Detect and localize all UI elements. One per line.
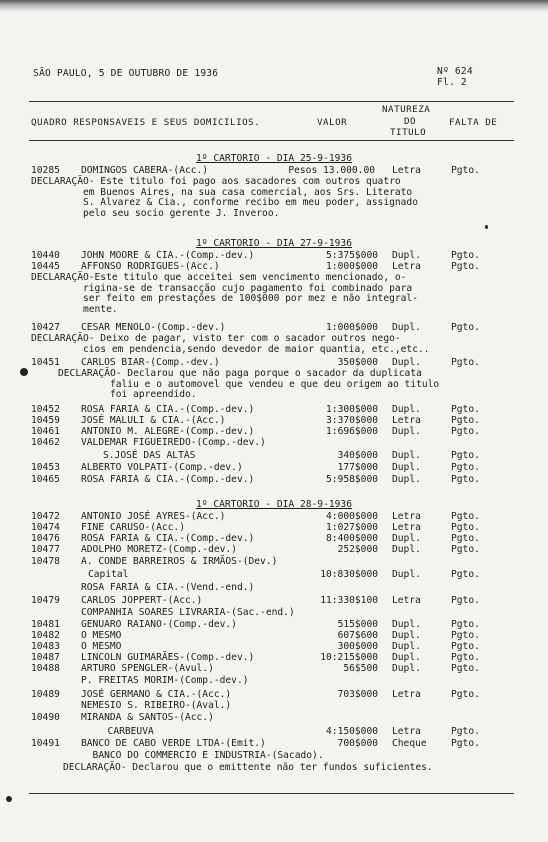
declaration: DECLARAÇÃO- Declarou que o emittente não ter fundos suficientes. (63, 762, 433, 773)
row-number: 10472 (31, 511, 60, 522)
row-value: 10:215$000 (320, 652, 378, 663)
row-fault: Pgto. (451, 630, 480, 641)
row-fault: Pgto. (451, 619, 480, 630)
row-name: VALDEMAR FIGUEIREDO-(Comp.-dev.) (81, 437, 266, 448)
row-number: 10427 (31, 322, 60, 333)
row-number: 10440 (31, 250, 60, 261)
row-fault: Pgto. (451, 544, 480, 555)
row-nature: Letra (392, 726, 421, 737)
table-row (0, 569, 548, 580)
row-name: O MESMO (81, 641, 122, 652)
row-nature: Dupl. (392, 450, 421, 461)
row-number: 10451 (31, 357, 60, 368)
row-number: 10489 (31, 689, 60, 700)
row-name: CARBEUVA (96, 726, 154, 737)
row-name: CESAR MENOLO-(Comp.-dev.) (81, 322, 226, 333)
table-row (0, 738, 548, 749)
row-value: 1:696$000 (326, 426, 378, 437)
row-name: ALBERTO VOLPATI-(Comp.-dev.) (81, 462, 243, 473)
row-value: 11:330$100 (320, 595, 378, 606)
footer-rule (29, 793, 514, 794)
row-number: 10479 (31, 595, 60, 606)
row-name: ADOLPHO MORETZ-(Comp.-dev.) (81, 544, 237, 555)
row-name: ROSA FARIA & CIA.-(Vend.-end.) (81, 582, 255, 593)
ink-speck (485, 225, 488, 229)
row-nature: Dupl. (392, 641, 421, 652)
row-name: JOSÉ MALULI & CIA.-(Acc.) (81, 415, 226, 426)
declaration: DECLARAÇÃO-Este titulo que acceitei sem vencimento mencionado, o- rigina-se de transacção cujo pagamento foi combinado para ser feito em prestações de 100$000 por mez e não integral- mente. (31, 272, 418, 315)
table-row (0, 556, 548, 567)
row-nature: Dupl. (392, 569, 421, 580)
sheet-number: Fl. 2 (437, 77, 467, 88)
table-row (0, 437, 548, 448)
row-nature: Dupl. (392, 462, 421, 473)
table-row (0, 595, 548, 606)
row-number: 10488 (31, 663, 60, 674)
row-nature: Letra (392, 595, 421, 606)
row-name: ANTONIO JOSÉ AYRES-(Acc.) (81, 511, 226, 522)
row-number: 10462 (31, 437, 60, 448)
row-nature: Dupl. (392, 404, 421, 415)
row-name: CARLOS BIAR-(Comp.-dev.) (81, 357, 220, 368)
section-title: 1º CARTORIO - DIA 25-9-1936 (196, 153, 352, 164)
row-number: 10461 (31, 426, 60, 437)
row-name: NEMESIO S. RIBEIRO-(Aval.) (81, 700, 232, 711)
table-row (0, 726, 548, 737)
row-number: 10465 (31, 474, 60, 485)
declaration: DECLARAÇÃO- Declarou que não paga porque o sacador da duplicata faliu e o automovel que vendeu e que deu origem ao titulo foi apreendido. (58, 368, 440, 401)
ink-blot (20, 368, 28, 376)
row-nature: Dupl. (392, 652, 421, 663)
row-number: 10459 (31, 415, 60, 426)
row-fault: Pgto. (451, 415, 480, 426)
row-nature: Dupl. (392, 630, 421, 641)
row-value: 5:958$000 (326, 474, 378, 485)
scan-shadow (0, 0, 548, 12)
row-fault: Pgto. (451, 652, 480, 663)
table-row (0, 357, 548, 368)
row-nature: Dupl. (392, 544, 421, 555)
table-row (0, 689, 548, 700)
table-row (0, 474, 548, 485)
row-fault: Pgto. (451, 450, 480, 461)
row-name: ROSA FARIA & CIA.-(Comp.-dev.) (81, 533, 255, 544)
row-number: 10452 (31, 404, 60, 415)
row-value: 340$000 (337, 450, 378, 461)
row-fault: Pgto. (451, 569, 480, 580)
row-name: AFFONSO RODRIGUES-(Acc.) (81, 261, 220, 272)
table-row (0, 250, 548, 261)
row-name: ROSA FARIA & CIA.-(Comp.-dev.) (81, 474, 255, 485)
table-row (0, 582, 548, 593)
row-value: 10:830$000 (320, 569, 378, 580)
row-fault: Pgto. (451, 511, 480, 522)
table-row (0, 750, 548, 761)
row-name: JOSÉ GERMANO & CIA.-(Acc.) (81, 689, 232, 700)
row-value: 3:370$000 (326, 415, 378, 426)
row-name: A. CONDE BARREIROS & IRMÃOS-(Dev.) (81, 556, 278, 567)
row-name: GENUARO RAIANO-(Comp.-dev.) (81, 619, 237, 630)
table-row (0, 165, 548, 176)
table-row (0, 261, 548, 272)
table-row (0, 700, 548, 711)
row-number: 10477 (31, 544, 60, 555)
row-value: 350$000 (337, 357, 378, 368)
row-number: 10476 (31, 533, 60, 544)
table-row (0, 607, 548, 618)
row-value: 177$000 (337, 462, 378, 473)
table-row (0, 544, 548, 555)
row-value: 700$000 (337, 738, 378, 749)
row-number: 10285 (31, 165, 60, 176)
row-number: 10481 (31, 619, 60, 630)
table-row (0, 450, 548, 461)
row-number: 10478 (31, 556, 60, 567)
row-nature: Dupl. (392, 426, 421, 437)
row-name: S.JOSÉ DAS ALTAS (103, 450, 196, 461)
table-row (0, 426, 548, 437)
section-title: 1º CARTORIO - DIA 28-9-1936 (196, 499, 352, 510)
row-name: BANCO DO COMMERCIO E INDUSTRIA-(Sacado). (81, 750, 324, 761)
row-number: 10474 (31, 522, 60, 533)
row-number: 10483 (31, 641, 60, 652)
row-number: 10445 (31, 261, 60, 272)
ink-blot (6, 796, 12, 802)
row-value: 1:000$000 (326, 261, 378, 272)
row-value: 4:000$000 (326, 511, 378, 522)
row-fault: Pgto. (451, 426, 480, 437)
row-name: COMPANHIA SOARES LIVRARIA-(Sac.-end.) (81, 607, 295, 618)
row-fault: Pgto. (451, 357, 480, 368)
row-name: FINE CARUSO-(Acc.) (81, 522, 185, 533)
declaration: DECLARAÇÃO- Este titulo foi pago aos sacadores com outros quatro em Buenos Aires, na sua casa comercial, aos Srs. Literato S. Alvarez & Cia., conforme recibo em meu poder, assignado pelo seu socio gerente J. Inveroo. (31, 176, 418, 219)
row-value: 607$600 (337, 630, 378, 641)
table-row (0, 415, 548, 426)
row-fault: Pgto. (451, 404, 480, 415)
row-value: 1:000$000 (326, 322, 378, 333)
row-nature: Letra (392, 511, 421, 522)
column-natureza: NATUREZA (382, 104, 431, 115)
row-name: P. FREITAS MORIM-(Comp.-dev.) (81, 675, 249, 686)
row-fault: Pgto. (451, 641, 480, 652)
table-row (0, 663, 548, 674)
row-fault: Pgto. (451, 726, 480, 737)
row-nature: Dupl. (392, 663, 421, 674)
table-row (0, 511, 548, 522)
column-do: DO (404, 116, 417, 127)
header-top-rule (29, 101, 514, 102)
row-nature: Dupl. (392, 533, 421, 544)
declaration: DECLARAÇÃO- Deixo de pagar, visto ter com o sacador outros nego- cios em pendencia,sendo devedor de maior quantia, etc.,etc.. (31, 333, 430, 355)
column-titulo: TITULO (390, 127, 427, 138)
row-value: 515$000 (337, 619, 378, 630)
row-value: 1:300$000 (326, 404, 378, 415)
row-name: BANCO DE CABO VERDE LTDA-(Emit.) (81, 738, 266, 749)
row-fault: Pgto. (451, 165, 480, 176)
row-fault: Pgto. (451, 595, 480, 606)
row-name: O MESMO (81, 630, 122, 641)
row-number: 10482 (31, 630, 60, 641)
row-fault: Pgto. (451, 462, 480, 473)
row-name: DOMINGOS CABERA-(Acc.) (81, 165, 209, 176)
table-row (0, 652, 548, 663)
row-number: 10453 (31, 462, 60, 473)
row-value: 4:150$000 (326, 726, 378, 737)
row-name: ANTONIO M. ALEGRE-(Comp.-dev.) (81, 426, 255, 437)
row-number: 10491 (31, 738, 60, 749)
column-falta-de: FALTA DE (449, 117, 498, 128)
row-value: 5:375$000 (326, 250, 378, 261)
row-value: 8:400$000 (326, 533, 378, 544)
row-nature: Letra (392, 689, 421, 700)
table-row (0, 619, 548, 630)
row-fault: Pgto. (451, 533, 480, 544)
row-name: ARTURO SPENGLER-(Avul.) (81, 663, 214, 674)
row-fault: Pgto. (451, 522, 480, 533)
row-value: 56$500 (343, 663, 378, 674)
table-row (0, 712, 548, 723)
table-row (0, 533, 548, 544)
column-responsaveis: QUADRO RESPONSAVEIS E SEUS DOMICILIOS. (31, 117, 261, 128)
row-nature: Cheque (392, 738, 427, 749)
row-name: LINCOLN GUIMARÃES-(Comp.-dev.) (81, 652, 255, 663)
table-row (0, 404, 548, 415)
row-fault: Pgto. (451, 261, 480, 272)
row-name: ROSA FARIA & CIA.-(Comp.-dev.) (81, 404, 255, 415)
table-row (0, 675, 548, 686)
row-nature: Letra (392, 261, 421, 272)
row-nature: Dupl. (392, 474, 421, 485)
row-value: 1:027$000 (326, 522, 378, 533)
row-value: 703$000 (337, 689, 378, 700)
row-name: MIRANDA & SANTOS-(Acc.) (81, 712, 214, 723)
row-nature: Letra (392, 415, 421, 426)
table-row (0, 641, 548, 652)
row-nature: Dupl. (392, 619, 421, 630)
row-fault: Pgto. (451, 738, 480, 749)
row-nature: Dupl. (392, 357, 421, 368)
row-number: 10487 (31, 652, 60, 663)
table-row (0, 462, 548, 473)
row-fault: Pgto. (451, 474, 480, 485)
row-value: 252$000 (337, 544, 378, 555)
row-number: 10490 (31, 712, 60, 723)
row-fault: Pgto. (451, 689, 480, 700)
column-valor: VALOR (317, 117, 348, 128)
row-fault: Pgto. (451, 663, 480, 674)
row-nature: Dupl. (392, 250, 421, 261)
city-date: SÃO PAULO, 5 DE OUTUBRO DE 1936 (33, 68, 219, 79)
header-bottom-rule (29, 140, 514, 141)
document-number: Nº 624 (437, 66, 473, 77)
row-value: 300$000 (337, 641, 378, 652)
row-nature: Dupl. (392, 322, 421, 333)
row-name: CARLOS JOPPERT-(Acc.) (81, 595, 203, 606)
row-fault: Pgto. (451, 322, 480, 333)
section-title: 1º CARTORIO - DIA 27-9-1936 (196, 238, 352, 249)
row-fault: Pgto. (451, 250, 480, 261)
table-row (0, 522, 548, 533)
row-nature: Letra (392, 165, 421, 176)
row-name: JOHN MOORE & CIA.-(Comp.-dev.) (81, 250, 255, 261)
row-value: Pesos 13.000.00 (288, 165, 375, 176)
table-row (0, 322, 548, 333)
table-row (0, 630, 548, 641)
row-name: Capital (88, 569, 129, 580)
row-nature: Letra (392, 522, 421, 533)
